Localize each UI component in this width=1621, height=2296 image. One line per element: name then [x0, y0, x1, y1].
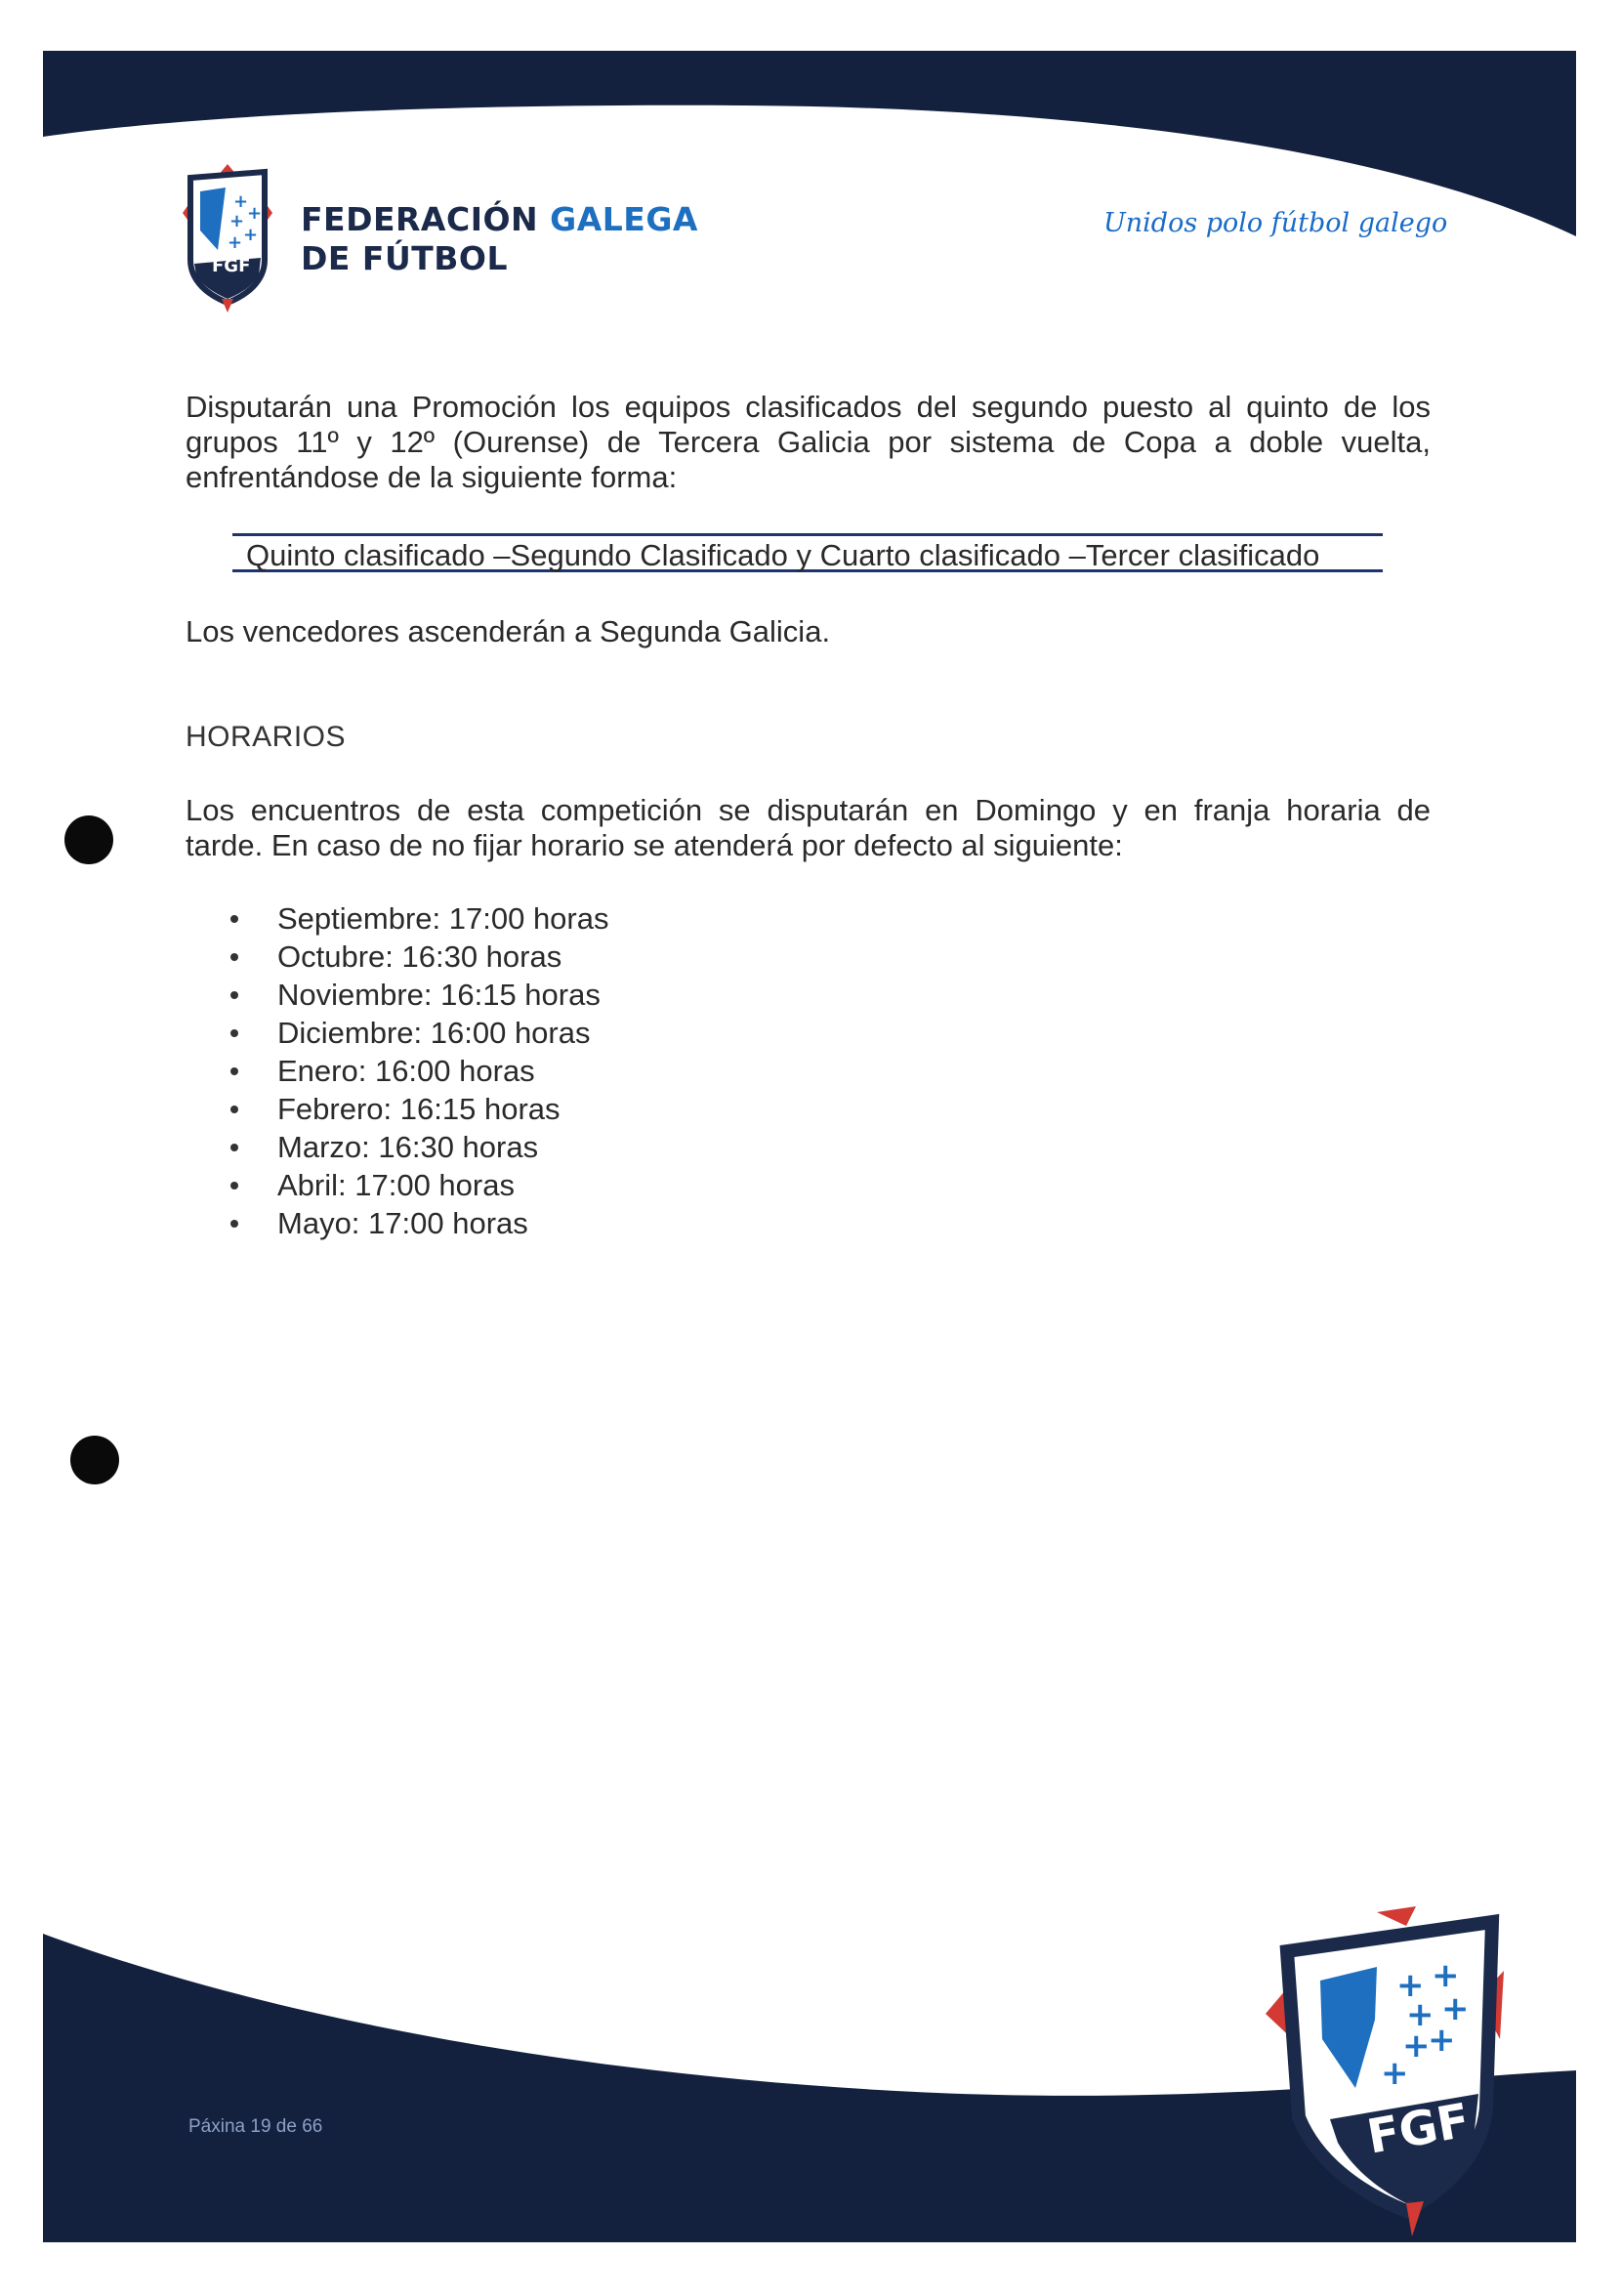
svg-text:+: +	[1402, 2026, 1431, 2066]
punch-hole-icon	[64, 815, 113, 864]
list-item: Octubre: 16:30 horas	[227, 938, 609, 976]
svg-text:+: +	[1396, 1966, 1425, 2005]
bullet-icon	[230, 915, 238, 923]
list-item: Enero: 16:00 horas	[227, 1052, 609, 1090]
slogan: Unidos polo fútbol galego	[1103, 208, 1448, 238]
list-item: Abril: 17:00 horas	[227, 1166, 609, 1204]
bullet-icon	[230, 1144, 238, 1151]
schedule-line-2: tarde. En caso de no fijar horario se atenderá por defecto al siguiente:	[186, 828, 1123, 862]
bullet-icon	[230, 1067, 238, 1075]
footer-badge-text: FGF	[1362, 2093, 1475, 2165]
intro-line-3: enfrentándose de la siguiente forma:	[186, 460, 678, 494]
schedule-heading: HORARIOS	[186, 721, 347, 753]
winners-note: Los vencedores ascenderán a Segunda Galicia.	[186, 614, 831, 648]
list-item: Mayo: 17:00 horas	[227, 1204, 609, 1242]
svg-text:+: +	[1441, 1989, 1470, 2028]
svg-text:+: +	[1381, 2054, 1409, 2093]
bullet-icon	[230, 991, 238, 999]
pairing-box: Quinto clasificado –Segundo Clasificado y Cuarto clasificado –Tercer clasificado	[232, 533, 1383, 572]
bullet-icon	[230, 953, 238, 961]
schedule-list	[227, 899, 609, 1242]
federation-name	[301, 200, 698, 278]
svg-text:+: +	[229, 211, 245, 231]
svg-text:+: +	[1406, 1995, 1434, 2034]
list-item: Marzo: 16:30 horas	[227, 1128, 609, 1166]
list-item: Noviembre: 16:15 horas	[227, 976, 609, 1014]
bullet-icon	[230, 1220, 238, 1228]
svg-text:+: +	[1432, 1956, 1460, 1995]
svg-text:+: +	[233, 191, 249, 212]
schedule-line-1: Los encuentros de esta competición se disputarán en Domingo y en franja horaria de	[186, 793, 1431, 827]
list-item: Septiembre: 17:00 horas	[227, 899, 609, 938]
svg-text:+: +	[1428, 2021, 1456, 2060]
logo-line1-part2: GALEGA	[550, 200, 698, 238]
page-number: Páxina 19 de 66	[188, 2116, 323, 2137]
logo-line1-part1: FEDERACIÓN	[301, 200, 539, 238]
list-item: Diciembre: 16:00 horas	[227, 1014, 609, 1052]
bullet-icon	[230, 1182, 238, 1190]
intro-line-2: grupos 11º y 12º (Ourense) de Tercera Galicia por sistema de Copa a doble vuelta,	[186, 425, 1431, 459]
svg-text:+: +	[243, 225, 259, 245]
fgf-badge-icon	[1260, 1893, 1523, 2244]
intro-line-1: Disputarán una Promoción los equipos clasificados del segundo puesto al quinto de los	[186, 390, 1431, 424]
svg-text:+: +	[247, 203, 263, 224]
bullet-icon	[230, 1029, 238, 1037]
logo-line2: DE FÚTBOL	[301, 239, 509, 277]
logo-badge-text: FGF	[212, 256, 251, 276]
list-item: Febrero: 16:15 horas	[227, 1090, 609, 1128]
punch-hole-icon	[70, 1436, 119, 1484]
bullet-icon	[230, 1106, 238, 1113]
fgf-logo-icon	[179, 162, 276, 313]
svg-text:+: +	[228, 232, 243, 253]
